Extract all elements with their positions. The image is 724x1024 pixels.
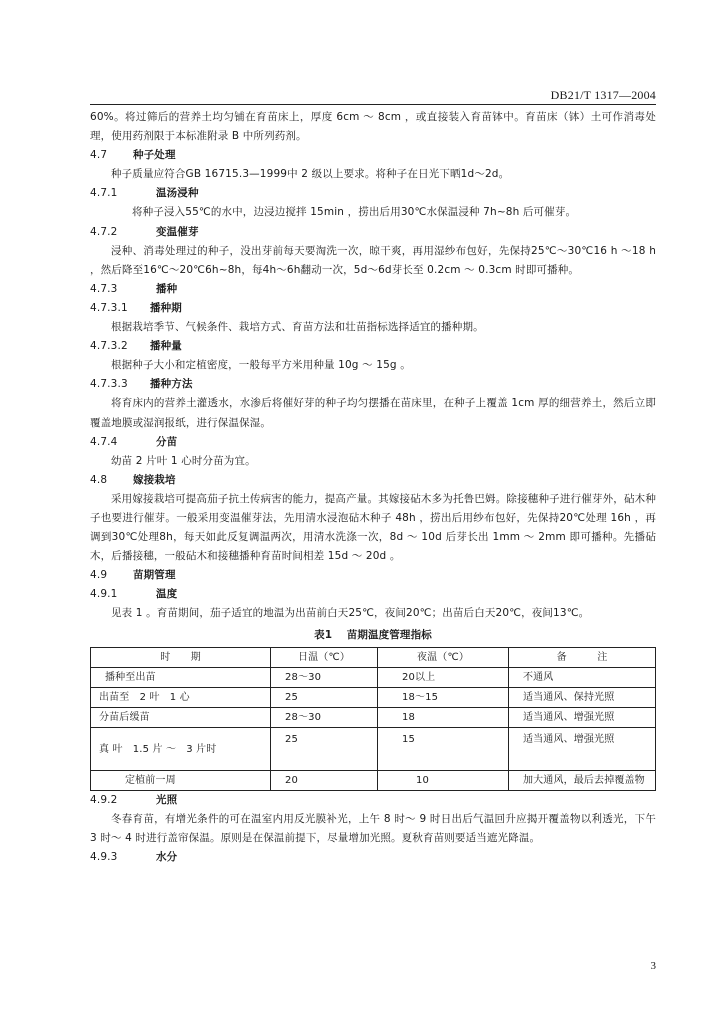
table-cell: 18 xyxy=(378,707,509,727)
heading-4-7-3-2: 4.7.3.2 播种量 xyxy=(90,340,182,353)
table-row xyxy=(91,687,656,707)
table-cell: 适当通风、增强光照 xyxy=(509,707,656,727)
heading-4-7-3-3: 4.7.3.3 播种方法 xyxy=(90,378,193,391)
paragraph-4-7-3-2: 根据种子大小和定植密度，一般每平方米用种量 10g ～ 15g 。 xyxy=(111,359,411,372)
paragraph-4-7-2: 浸种、消毒处理过的种子，没出芽前每天要淘洗一次，晾干爽，再用湿纱布包好，先保持25℃～30℃16 h ～18 h ，然后降至16℃～20℃6h~8h，每4h～6h翻动一次，5d～6d芽长至 0.2cm ～ 0.3cm 时即可播种。 xyxy=(90,244,656,276)
paragraph-4-7-3-1: 根据栽培季节、气候条件、栽培方式、育苗方法和壮苗指标选择适宜的播种期。 xyxy=(111,321,484,334)
table-cell: 加大通风，最后去掉覆盖物 xyxy=(509,771,656,791)
paragraph-4-7-4: 幼苗 2 片叶 1 心时分苗为宜。 xyxy=(111,454,256,467)
table-cell: 28～30 xyxy=(271,707,378,727)
heading-4-7-4: 4.7.4 分苗 xyxy=(90,435,178,448)
paragraph-4-9-1: 见表 1 。育苗期间，茄子适宜的地温为出苗前白天25℃，夜间20℃；出苗后白天20℃，夜间13℃。 xyxy=(111,607,590,620)
table-cell: 10 xyxy=(378,771,509,791)
heading-4-7: 4.7 种子处理 xyxy=(90,149,176,162)
header-divider xyxy=(90,104,656,105)
seedling-temperature-table xyxy=(90,647,656,791)
heading-4-9-2: 4.9.2 光照 xyxy=(90,794,178,807)
table-row xyxy=(91,667,656,687)
table-header-row xyxy=(91,647,656,667)
paragraph-4-7-1: 将种子浸入55℃的水中，边浸边搅拌 15min ，捞出后用30℃水保温浸种 7h~8h 后可催芽。 xyxy=(132,206,577,219)
heading-4-8: 4.8 嫁接栽培 xyxy=(90,473,176,486)
table-row xyxy=(91,707,656,727)
table-cell: 15 xyxy=(378,728,509,771)
table-header-cell: 备 注 xyxy=(509,647,656,667)
document-body xyxy=(90,108,656,867)
paragraph-4-6-continued: 60%。将过筛后的营养土均匀铺在育苗床上，厚度 6cm ～ 8cm ，或直接装入育苗钵中。育苗床（钵）土可作消毒处理，使用药剂限于本标准附录 B 中所列药剂。 xyxy=(90,111,656,143)
heading-4-7-3: 4.7.3 播种 xyxy=(90,282,178,295)
table-cell: 播种至出苗 xyxy=(91,667,271,687)
table-cell: 25 xyxy=(271,687,378,707)
table-cell: 20 xyxy=(271,771,378,791)
table-cell: 适当通风、增强光照 xyxy=(509,728,656,771)
paragraph-4-7-3-3: 将育床内的营养土灌透水，水渗后将催好芽的种子均匀摆播在苗床里，在种子上覆盖 1cm 厚的细营养土，然后立即覆盖地膜或湿润报纸，进行保温保湿。 xyxy=(90,397,656,429)
document-code: DB21/T 1317—2004 xyxy=(550,88,656,102)
table-cell: 适当通风、保持光照 xyxy=(509,687,656,707)
table-header-cell: 夜温（℃） xyxy=(378,647,509,667)
heading-4-9-1: 4.9.1 温度 xyxy=(90,588,178,601)
table-row xyxy=(91,728,656,771)
heading-4-9-3: 4.9.3 水分 xyxy=(90,851,178,864)
heading-4-7-2: 4.7.2 变温催芽 xyxy=(90,225,199,238)
paragraph-4-9-2: 冬春育苗，有增光条件的可在温室内用反光膜补光，上午 8 时～ 9 时日出后气温回升应揭开覆盖物以利透光，下午 3 时～ 4 时进行盖帘保温。原则是在保温前提下，尽量增加光照。夏秋育苗则要适当遮光降温。 xyxy=(90,813,656,845)
table-cell: 28～30 xyxy=(271,667,378,687)
table-cell: 出苗至 2 叶 1 心 xyxy=(91,687,271,707)
table-header-cell: 日温（℃） xyxy=(271,647,378,667)
table-cell: 不通风 xyxy=(509,667,656,687)
paragraph-4-7: 种子质量应符合GB 16715.3—1999中 2 级以上要求。将种子在日光下晒1d～2d。 xyxy=(111,168,510,181)
table-header-cell: 时 期 xyxy=(91,647,271,667)
table-cell: 20以上 xyxy=(378,667,509,687)
table-row xyxy=(91,771,656,791)
paragraph-4-8: 采用嫁接栽培可提高茄子抗土传病害的能力，提高产量。其嫁接砧木多为托鲁巴姆。除接穗种子进行催芽外，砧木种子也要进行催芽。一般采用变温催芽法，先用清水浸泡砧木种子 48h ，捞出后用纱布包好，先保持20℃处理 16h ，再调到30℃处理8h，每天如此反复调温两次，用清水洗涤一次，8d ～ 10d 后芽长出 1mm ～ 2mm 即可播种。先播砧木，后播接穗，一般砧木和接穗播种育苗时间相差 15d ～ 20d 。 xyxy=(90,492,656,563)
heading-4-7-3-1: 4.7.3.1 播种期 xyxy=(90,301,182,314)
heading-4-7-1: 4.7.1 温汤浸种 xyxy=(90,187,199,200)
table-cell: 真 叶 1.5 片 ～ 3 片时 xyxy=(91,728,271,771)
table-cell: 25 xyxy=(271,728,378,771)
table-caption: 表1 苗期温度管理指标 xyxy=(314,628,432,641)
table-cell: 分苗后缓苗 xyxy=(91,707,271,727)
page-number: 3 xyxy=(650,960,656,972)
table-cell: 18～15 xyxy=(378,687,509,707)
table-cell: 定植前一周 xyxy=(91,771,271,791)
heading-4-9: 4.9 苗期管理 xyxy=(90,569,176,582)
